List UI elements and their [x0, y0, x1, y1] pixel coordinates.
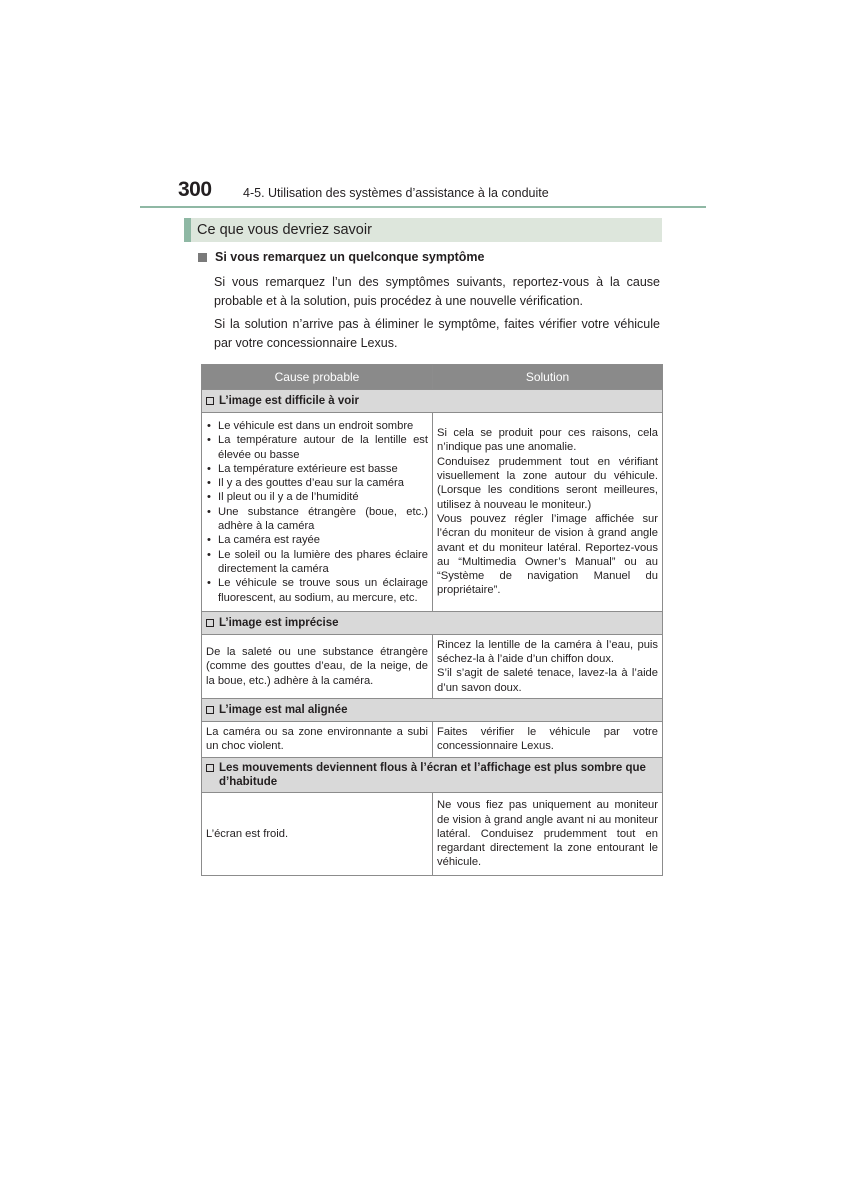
solution-cell: Si cela se produit pour ces raisons, cela n’indique pas une anomalie. Conduisez prudemment tout en vérifiant visuellement la zone autour du véhicule. (Lorsque les conditions seront meilleures, utilisez à nouveau le moniteur.) Vous pouvez régler l’image affichée sur l’écran du moniteur de vision à grand angle avant et du moniteur latéral. Reportez-vous au “Multimedia Owner’s Manual” ou au “Système de navigation Manuel du propriétaire”. — [433, 413, 663, 612]
header-cause: Cause probable — [202, 365, 433, 390]
symptom-row — [202, 390, 663, 413]
cause-cell: La caméra ou sa zone environnante a subi un choc violent. — [202, 722, 433, 758]
table-row — [202, 634, 663, 698]
cause-item: • Le soleil ou la lumière des phares éclaire directement la caméra — [206, 548, 428, 577]
table-row — [202, 722, 663, 758]
cause-cell: De la saleté ou une substance étrangère (comme des gouttes d’eau, de la neige, de la boue, etc.) adhère à la caméra. — [202, 634, 433, 698]
symptom-row — [202, 611, 663, 634]
checkbox-icon — [206, 619, 214, 627]
cause-item: • Il y a des gouttes d’eau sur la caméra — [206, 476, 428, 490]
symptom-cell — [202, 699, 663, 722]
header-solution: Solution — [433, 365, 663, 390]
symptom-label: Les mouvements deviennent flous à l’écran et l’affichage est plus sombre que d’habitude — [219, 761, 646, 788]
page-number: 300 — [178, 178, 212, 201]
symptom-label: L’image est mal alignée — [219, 703, 348, 716]
cause-item: • Une substance étrangère (boue, etc.) adhère à la caméra — [206, 505, 428, 534]
cause-item: • Le véhicule se trouve sous un éclairage fluorescent, au sodium, au mercure, etc. — [206, 576, 428, 605]
section-title-box — [184, 218, 662, 242]
symptom-row — [202, 757, 663, 793]
dealer-paragraph: Si la solution n’arrive pas à éliminer le symptôme, faites vérifier votre véhicule par votre concessionnaire Lexus. — [214, 317, 660, 350]
cause-list — [206, 419, 428, 605]
table-row — [202, 793, 663, 875]
chapter-title: 4-5. Utilisation des systèmes d’assistance à la conduite — [243, 186, 549, 200]
table-header-row — [202, 365, 663, 390]
cause-item: • Il pleut ou il y a de l’humidité — [206, 490, 428, 504]
checkbox-icon — [206, 764, 214, 772]
square-bullet-icon — [198, 253, 207, 262]
intro-paragraph: Si vous remarquez l’un des symptômes suivants, reportez-vous à la cause probable et à la solution, puis procédez à une nouvelle vérification. — [214, 275, 660, 308]
section-title: Ce que vous devriez savoir — [197, 222, 372, 238]
cause-item: • La température extérieure est basse — [206, 462, 428, 476]
solution-cell: Ne vous fiez pas uniquement au moniteur de vision à grand angle avant ni au moniteur latéral. Conduisez prudemment tout en regardant directement la zone entourant le véhicule. — [433, 793, 663, 875]
subheading-text: Si vous remarquez un quelconque symptôme — [215, 250, 485, 264]
checkbox-icon — [206, 706, 214, 714]
cause-cell: L’écran est froid. — [202, 793, 433, 875]
table-row — [202, 413, 663, 612]
symptom-cell — [202, 611, 663, 634]
checkbox-icon — [206, 397, 214, 405]
symptom-cell — [202, 390, 663, 413]
cause-item: • Le véhicule est dans un endroit sombre — [206, 419, 428, 433]
symptom-row — [202, 699, 663, 722]
cause-cell — [202, 413, 433, 612]
solution-cell: Faites vérifier le véhicule par votre concessionnaire Lexus. — [433, 722, 663, 758]
symptom-label: L’image est difficile à voir — [219, 394, 359, 407]
header-divider — [140, 206, 706, 208]
symptom-label: L’image est imprécise — [219, 616, 339, 629]
symptom-cell — [202, 757, 663, 793]
troubleshooting-table — [201, 364, 663, 876]
cause-item: • La température autour de la lentille est élevée ou basse — [206, 433, 428, 462]
solution-cell: Rincez la lentille de la caméra à l’eau, puis séchez-la à l’aide d’un chiffon doux. S’il s’agit de saleté tenace, lavez-la à l’aide d’un savon doux. — [433, 634, 663, 698]
cause-item: • La caméra est rayée — [206, 533, 428, 547]
subheading — [198, 250, 485, 264]
